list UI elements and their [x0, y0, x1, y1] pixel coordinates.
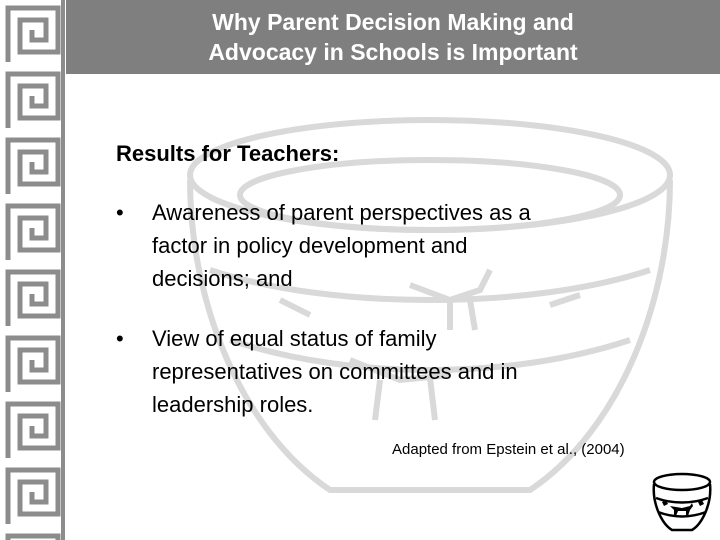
title-line-1: Why Parent Decision Making and [212, 9, 574, 35]
pottery-logo-icon [648, 470, 716, 534]
greek-key-border-icon [0, 0, 66, 540]
citation: Adapted from Epstein et al., (2004) [392, 441, 625, 458]
bullet-line: leadership roles. [152, 392, 314, 417]
bullet-marker: • [116, 200, 124, 225]
bullet-line: View of equal status of family [152, 326, 437, 351]
bullet-marker: • [116, 326, 124, 351]
bullet-text [152, 196, 652, 295]
bullet-line: representatives on committees and in [152, 359, 518, 384]
subheading: Results for Teachers: [116, 141, 340, 166]
bullet-line: factor in policy development and [152, 233, 468, 258]
bullet-line: decisions; and [152, 266, 293, 291]
title-bar [66, 0, 720, 74]
bullet-line: Awareness of parent perspectives as a [152, 200, 531, 225]
title-line-2: Advocacy in Schools is Important [208, 39, 578, 65]
bullet-text [152, 322, 652, 421]
